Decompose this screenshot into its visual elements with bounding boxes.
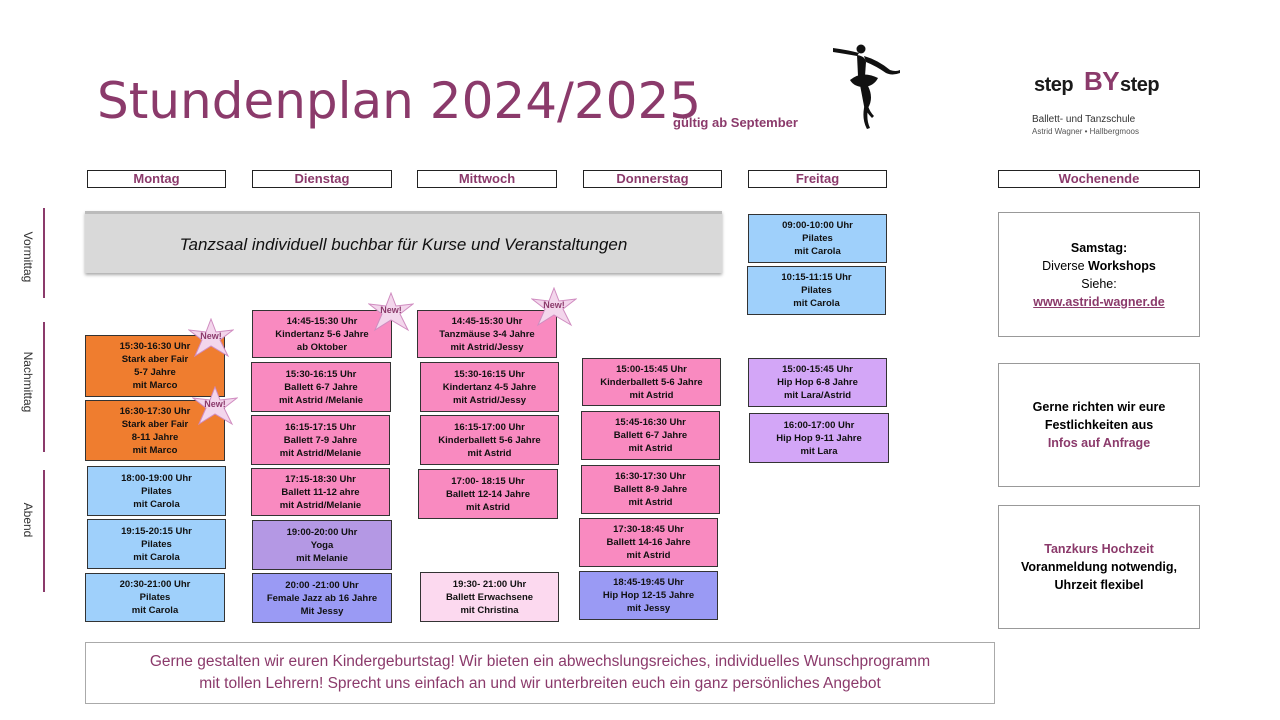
class-card[interactable] xyxy=(87,519,226,569)
class-time: 17:00- 18:15 Uhr xyxy=(451,475,525,487)
class-title: Tanzmäuse 3-4 Jahre xyxy=(439,328,535,340)
class-card[interactable] xyxy=(582,358,721,406)
class-teacher: mit Melanie xyxy=(296,552,348,564)
day-header-weekend: Wochenende xyxy=(998,170,1200,188)
class-teacher: mit Marco xyxy=(132,444,178,456)
logo-word-mid: BY xyxy=(1084,66,1120,96)
wedding-course-time: Uhrzeit flexibel xyxy=(1054,578,1144,592)
logo-word-right: step xyxy=(1120,74,1160,96)
class-card[interactable] xyxy=(747,266,886,315)
birthday-footer xyxy=(85,642,995,704)
class-title: Ballett 7-9 Jahre xyxy=(283,434,358,446)
period-divider xyxy=(43,208,45,298)
class-card[interactable] xyxy=(418,469,558,519)
wedding-course-box xyxy=(998,505,1200,629)
day-header-wednesday: Mittwoch xyxy=(417,170,557,188)
class-card[interactable] xyxy=(420,362,559,412)
new-badge-label: New! xyxy=(200,331,222,341)
page-subtitle: gültig ab September xyxy=(673,115,798,130)
new-badge xyxy=(188,318,234,358)
class-card[interactable] xyxy=(252,573,392,623)
class-card[interactable] xyxy=(251,468,390,516)
class-title: Pilates xyxy=(141,485,172,497)
class-title: Yoga xyxy=(310,539,334,551)
class-title: Female Jazz ab 16 Jahre xyxy=(266,592,378,604)
class-title: Pilates xyxy=(801,285,832,296)
class-teacher: mit Astrid/Jessy xyxy=(450,341,524,353)
class-teacher: mit Carola xyxy=(793,298,840,309)
class-time: 15:00-15:45 Uhr xyxy=(616,363,687,375)
class-card[interactable] xyxy=(420,572,559,622)
class-title: Ballett 6-7 Jahre xyxy=(613,430,688,441)
class-card[interactable] xyxy=(579,518,718,567)
class-title: Pilates xyxy=(139,592,171,603)
class-title: Ballett 14-16 Jahre xyxy=(606,537,691,548)
class-time: 14:45-15:30 Uhr xyxy=(451,315,523,327)
class-time: 16:30-17:30 Uhr xyxy=(119,405,191,417)
school-logo xyxy=(1022,56,1172,144)
new-badge xyxy=(368,292,414,332)
class-teacher: mit Astrid xyxy=(629,389,674,401)
class-card[interactable] xyxy=(581,411,720,460)
new-badge xyxy=(531,287,577,327)
period-divider xyxy=(43,322,45,452)
class-title: Ballett 12-14 Jahre xyxy=(446,488,530,500)
class-time: 10:15-11:15 Uhr xyxy=(781,272,852,283)
class-title: Ballett 6-7 Jahre xyxy=(284,381,358,393)
workshops-line xyxy=(999,257,1199,275)
class-teacher: Mit Jessy xyxy=(300,605,344,617)
class-time: 17:15-18:30 Uhr xyxy=(285,473,356,485)
class-teacher: mit Astrid xyxy=(467,447,512,459)
day-header-thursday: Donnerstag xyxy=(583,170,722,188)
weekend-day: Samstag: xyxy=(1070,240,1128,255)
class-teacher: mit Christina xyxy=(460,604,519,616)
class-teacher: mit Astrid/Jessy xyxy=(452,394,527,406)
class-card[interactable] xyxy=(581,465,720,514)
class-time: 18:45-19:45 Uhr xyxy=(613,577,684,588)
class-title: Kinderballett 5-6 Jahre xyxy=(438,434,541,446)
new-badge-label: New! xyxy=(380,305,402,315)
class-card[interactable] xyxy=(579,571,718,620)
class-teacher: mit Carola xyxy=(131,605,179,616)
see-label: Siehe: xyxy=(1081,276,1117,291)
class-card[interactable] xyxy=(420,415,559,465)
period-label-morning: Vormittag xyxy=(21,231,35,283)
class-card[interactable] xyxy=(748,214,887,263)
class-title: Ballett 8-9 Jahre xyxy=(613,484,688,495)
new-badge-label: New! xyxy=(204,399,226,409)
class-time: 20:30-21:00 Uhr xyxy=(119,579,191,590)
class-title: Kindertanz 5-6 Jahre xyxy=(275,328,369,340)
class-teacher: mit Astrid xyxy=(628,443,673,454)
class-time: 19:30- 21:00 Uhr xyxy=(452,578,527,590)
class-time: 16:00-17:00 Uhr xyxy=(783,419,855,431)
class-title: Stark aber Fair xyxy=(121,354,189,365)
class-teacher: mit Jessy xyxy=(626,603,671,614)
class-teacher: mit Astrid xyxy=(626,550,671,561)
class-title: Hip Hop 9-11 Jahre xyxy=(776,432,862,444)
room-rental-banner: Tanzsaal individuell buchbar für Kurse und Veranstaltungen xyxy=(85,211,722,273)
class-time: 19:00-20:00 Uhr xyxy=(286,526,358,538)
events-line1: Gerne richten wir eure xyxy=(1032,400,1166,414)
class-teacher: mit Astrid/Melanie xyxy=(279,447,362,459)
class-title: Ballett Erwachsene xyxy=(445,591,534,603)
class-teacher: mit Lara xyxy=(800,445,838,457)
weekend-events-box xyxy=(998,363,1200,487)
class-teacher: mit Marco xyxy=(132,380,178,391)
day-header-tuesday: Dienstag xyxy=(252,170,392,188)
class-teacher: mit Astrid /Melanie xyxy=(278,394,364,406)
class-title: Hip Hop 12-15 Jahre xyxy=(602,590,695,601)
class-title: Hip Hop 6-8 Jahre xyxy=(777,377,858,388)
workshops-label: Workshops xyxy=(1088,258,1156,273)
class-card[interactable] xyxy=(251,415,390,465)
class-time: 16:15-17:00 Uhr xyxy=(454,421,525,433)
class-time: 14:45-15:30 Uhr xyxy=(286,315,358,327)
footer-line1: Gerne gestalten wir euren Kindergeburtstag! Wir bieten ein abwechslungsreiches, individuelles Wunschprogramm xyxy=(149,653,931,670)
class-time: 17:30-18:45 Uhr xyxy=(613,524,684,535)
weekend-workshops-box xyxy=(998,212,1200,337)
period-label-afternoon: Nachmittag xyxy=(21,351,35,413)
class-teacher: mit Carola xyxy=(794,246,841,257)
class-card[interactable] xyxy=(85,573,225,622)
class-title: Stark aber Fair xyxy=(121,418,189,430)
class-card[interactable] xyxy=(748,358,887,407)
page-title: Stundenplan 2024/2025 xyxy=(97,72,702,130)
class-card[interactable] xyxy=(749,413,889,463)
class-title: Ballett 11-12 ahre xyxy=(281,486,360,498)
events-line2: Festlichkeiten aus xyxy=(1044,418,1154,432)
class-time: 09:00-10:00 Uhr xyxy=(782,220,853,231)
class-card[interactable] xyxy=(87,466,226,516)
class-time: 15:30-16:15 Uhr xyxy=(285,368,357,380)
class-title: Kinderballett 5-6 Jahre xyxy=(600,376,703,388)
class-time: 15:00-15:45 Uhr xyxy=(782,364,853,375)
day-header-monday: Montag xyxy=(87,170,226,188)
new-badge xyxy=(192,386,238,426)
class-time: 20:00 -21:00 Uhr xyxy=(285,579,359,591)
wedding-course-note: Voranmeldung notwendig, xyxy=(1020,560,1177,574)
class-time: 16:30-17:30 Uhr xyxy=(615,471,686,482)
footer-line2: mit tollen Lehrern! Sprecht uns einfach an und wir unterbreiten euch ein ganz persönliches Angebot xyxy=(199,675,881,692)
class-time: 15:30-16:30 Uhr xyxy=(119,341,191,352)
logo-location: Astrid Wagner • Hallbergmoos xyxy=(1032,127,1139,136)
class-title: Kindertanz 4-5 Jahre xyxy=(442,381,537,393)
day-header-friday: Freitag xyxy=(748,170,887,188)
period-label-evening: Abend xyxy=(21,502,35,538)
class-age: 5-7 Jahre xyxy=(134,367,176,378)
wedding-course-title: Tanzkurs Hochzeit xyxy=(1044,542,1154,556)
class-title: Pilates xyxy=(141,538,172,550)
class-card[interactable] xyxy=(251,362,391,412)
class-teacher: mit Astrid/Melanie xyxy=(279,499,362,511)
class-teacher: mit Astrid xyxy=(466,501,510,513)
class-time: 15:30-16:15 Uhr xyxy=(454,368,525,380)
website-link[interactable]: www.astrid-wagner.de xyxy=(1033,294,1165,309)
logo-word-left: step xyxy=(1034,74,1074,96)
class-time: 18:00-19:00 Uhr xyxy=(121,472,192,484)
class-time: 15:45-16:30 Uhr xyxy=(615,417,686,428)
class-age: 8-11 Jahre xyxy=(131,431,179,443)
period-divider xyxy=(43,470,45,592)
class-time: 16:15-17:15 Uhr xyxy=(285,421,356,433)
class-note: ab Oktober xyxy=(296,341,348,353)
class-title: Pilates xyxy=(802,233,833,244)
class-teacher: mit Carola xyxy=(133,498,180,510)
logo-subtitle: Ballett- und Tanzschule xyxy=(1032,114,1136,125)
class-time: 19:15-20:15 Uhr xyxy=(121,525,192,537)
class-teacher: mit Lara/Astrid xyxy=(783,390,852,401)
ballerina-icon xyxy=(828,40,908,132)
class-teacher: mit Carola xyxy=(133,551,180,563)
new-badge-label: New! xyxy=(543,300,565,310)
workshops-prefix: Diverse xyxy=(1042,258,1088,273)
class-card[interactable] xyxy=(252,520,392,570)
class-teacher: mit Astrid xyxy=(628,497,673,508)
events-info: Infos auf Anfrage xyxy=(1047,436,1151,450)
